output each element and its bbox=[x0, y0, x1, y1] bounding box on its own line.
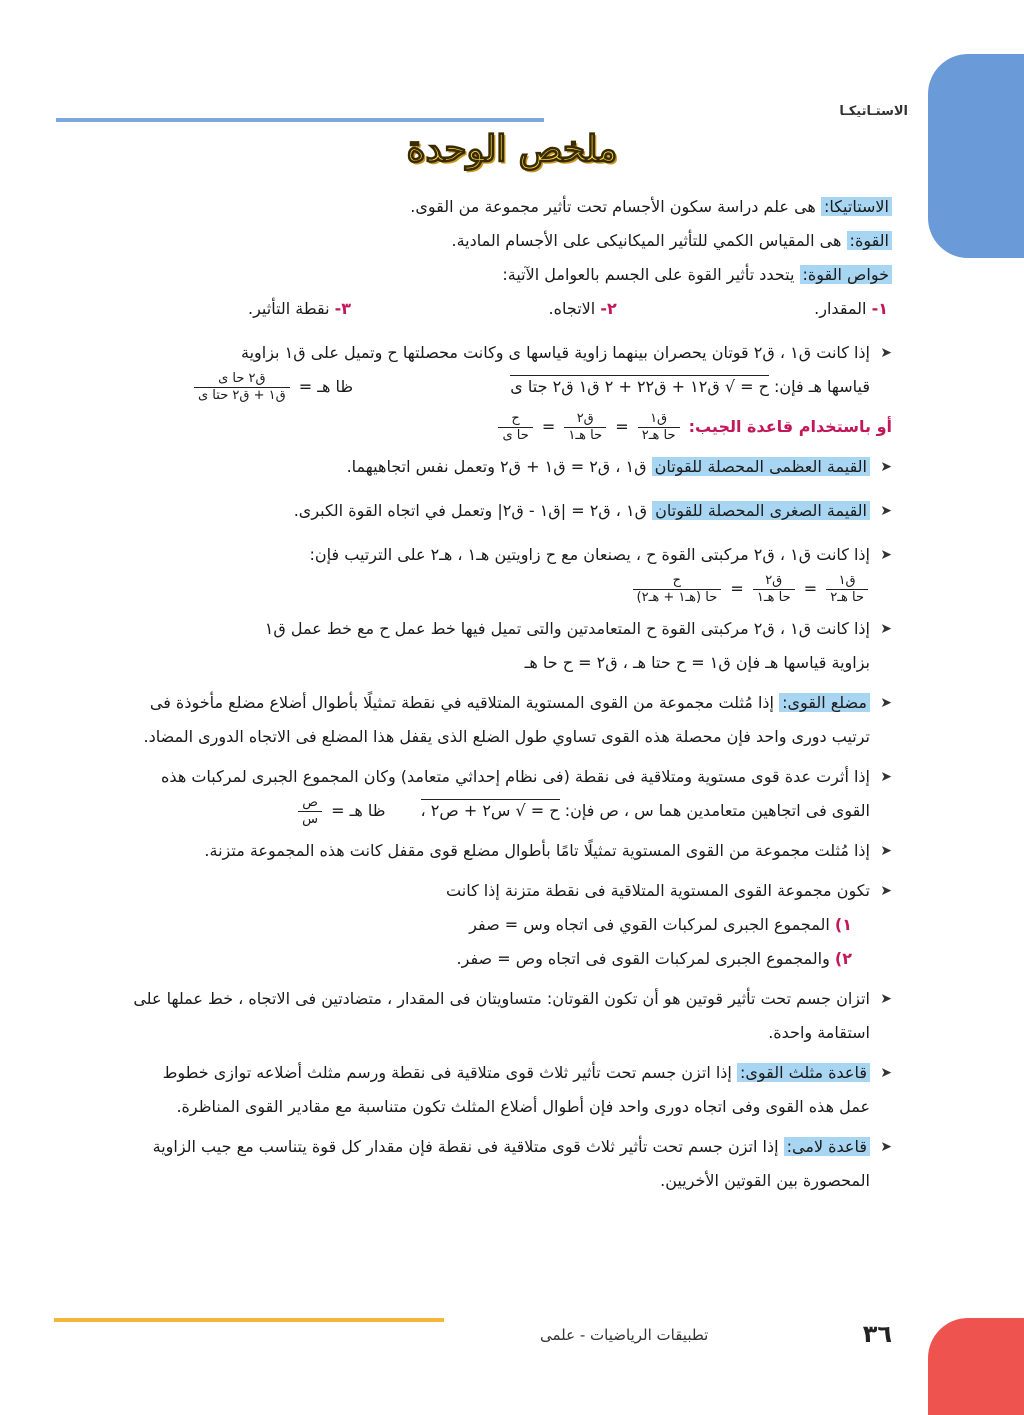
min-resultant: ➤ القيمة الصغرى المحصلة للقوتان ق١ ، ق٢ = |ق١ - ق٢| وتعمل في اتجاه القوة الكبرى. bbox=[130, 494, 892, 528]
coplanar-line-1: ➤ إذا أثرت عدة قوى مستوية ومتلاقية فى نقطة (فى نظام إحداثي متعامد) وكان المجموع الجبرى لمركبات هذه bbox=[130, 760, 892, 794]
header-rule bbox=[56, 118, 544, 122]
book-title: تطبيقات الرياضيات - علمى bbox=[540, 1326, 709, 1344]
sine-rule: أو باستخدام قاعدة الجيب: $\frac{\text{ق١}}{\text{حا هـ٢}}$ = $\frac{\text{ق٢}}{\text{حا هـ١}}$ = $\frac{\text{ح}}{\text{حا ى}}$ bbox=[130, 410, 892, 444]
property-item: ٣- نقطة التأثير. bbox=[248, 299, 352, 318]
property-item: ١- المقدار. bbox=[814, 299, 888, 318]
properties-list bbox=[248, 292, 892, 326]
coplanar-tan-fraction: $\frac{\text{ص}}{\text{س}}$ bbox=[298, 795, 322, 828]
components-line: ➤ إذا كانت ق١ ، ق٢ مركبتى القوة ح ، يصنعان مع ح زاويتين هـ١ ، هـ٢ على الترتيب فإن: bbox=[130, 538, 892, 572]
closed-polygon: ➤ إذا مُثلت مجموعة من القوى المستوية تمثيلًا تامًا بأطوال مضلع قوى مقفل كانت هذه المجموعة متزنة. bbox=[130, 834, 892, 868]
statics-text: هى علم دراسة سكون الأجسام تحت تأثير مجموعة من القوى. bbox=[410, 197, 816, 216]
chapter-tab bbox=[928, 54, 1024, 258]
force-definition bbox=[130, 224, 892, 258]
force-term: القوة: bbox=[847, 231, 892, 250]
two-forces-equilibrium: ➤ اتزان جسم تحت تأثير قوتين هو أن تكون القوتان: متساويتان فى المقدار ، متضادتين فى الاتجاه ، خط عملها على استقامة واحدة. bbox=[130, 982, 892, 1050]
perpendicular-line-2: بزاوية قياسها هـ فإن ق١ = ح حتا هـ ، ق٢ = ح حا هـ bbox=[524, 653, 870, 672]
sine-fraction-1: $\frac{\text{ق١}}{\text{حا هـ٢}}$ bbox=[638, 411, 680, 444]
comp-fraction-3: $\frac{\text{ح}}{\text{حا (هـ١ + هـ٢)}}$ bbox=[633, 573, 722, 606]
page-number: ٣٦ bbox=[862, 1320, 892, 1348]
force-text: هى المقياس الكمي للتأثير الميكانيكى على الأجسام المادية. bbox=[451, 231, 842, 250]
sine-fraction-3: $\frac{\text{ح}}{\text{حا ى}}$ bbox=[498, 411, 532, 444]
resultant-formula: ح = √ ق١٢ + ق٢٢ + ٢ ق١ ق٢ جتا ى bbox=[510, 377, 769, 396]
unit-label: الاستـاتيكـا bbox=[839, 104, 908, 119]
triangle-rule: ➤ قاعدة مثلث القوى: إذا اتزن جسم تحت تأثير ثلاث قوى متلاقية فى نقطة ورسم مثلث أضلاعه توازى خطوط عمل هذه القوى وفى اتجاه دورى واحد فإن أطوال أضلاع المثلث تكون متناسبة مع مقادير القوى المناظرة. bbox=[130, 1056, 892, 1124]
perpendicular-line-1: ➤ إذا كانت ق١ ، ق٢ مركبتى القوة ح المتعامدتين والتى تميل فيها خط عمل ح مع خط عمل ق١ bbox=[130, 612, 892, 646]
coplanar-formula: ح = √ س٢ + ص٢ ، bbox=[420, 801, 560, 820]
sine-fraction-2: $\frac{\text{ق٢}}{\text{حا هـ١}}$ bbox=[564, 411, 606, 444]
comp-fraction-1: $\frac{\text{ق١}}{\text{حا هـ٢}}$ bbox=[826, 573, 868, 606]
resultant-prefix: قياسها هـ فإن: bbox=[774, 377, 870, 396]
page-title: ملخص الوحدة bbox=[406, 128, 618, 170]
equilibrium-condition-2: ٢) والمجموع الجبرى لمركبات القوى فى اتجاه وص = صفر. bbox=[456, 949, 852, 968]
force-polygon: ➤ مضلع القوى: إذا مُثلت مجموعة من القوى المستوية المتلاقيه في نقطة تمثيلًا بأطوال أضلاع مضلع مأخوذة فى ترتيب دورى واحد فإن محصلة هذه القوى تساوي طول الضلع الذى يقفل هذا المضلع فى الاتجاه الدورى المضاد. bbox=[130, 686, 892, 754]
equilibrium-intro: ➤ تكون مجموعة القوى المستوية المتلاقية فى نقطة متزنة إذا كانت bbox=[130, 874, 892, 908]
props-term: خواص القوة: bbox=[800, 265, 892, 284]
resultant-formulas bbox=[130, 370, 892, 404]
footer-tab bbox=[928, 1318, 1024, 1415]
footer-rule bbox=[54, 1318, 444, 1322]
coplanar-line-2: القوى فى اتجاهين متعامدين هما س ، ص فإن: ح = √ س٢ + ص٢ ، ظا هـ = $\frac{\text{ص}}{\text{س}}$ bbox=[130, 794, 892, 828]
tan-label: ظا هـ = bbox=[298, 377, 354, 396]
props-text: يتحدد تأثير القوة على الجسم بالعوامل الآتية: bbox=[502, 265, 795, 284]
equilibrium-condition-1: ١) المجموع الجبرى لمركبات القوي فى اتجاه وس = صفر bbox=[469, 915, 852, 934]
summary-content bbox=[130, 190, 892, 1198]
components-formula: $\frac{\text{ق١}}{\text{حا هـ٢}}$ = $\frac{\text{ق٢}}{\text{حا هـ١}}$ = $\frac{\text{ح}}{\text{حا (هـ١ + هـ٢)}}$ bbox=[130, 572, 892, 606]
comp-fraction-2: $\frac{\text{ق٢}}{\text{حا هـ١}}$ bbox=[753, 573, 795, 606]
property-item: ٢- الاتجاه. bbox=[548, 299, 617, 318]
tan-fraction: $\frac{\text{ق٢ حا ى}}{\text{ق١ + ق٢ حتا ى}}$ bbox=[194, 371, 290, 404]
sine-rule-label: أو باستخدام قاعدة الجيب: bbox=[688, 417, 892, 436]
statics-term: الاستاتيكا: bbox=[821, 197, 892, 216]
lami-rule: ➤ قاعدة لامى: إذا اتزن جسم تحت تأثير ثلاث قوى متلاقية فى نقطة فإن مقدار كل قوة يتناسب مع جيب الزاوية المحصورة بين القوتين الأخريين. bbox=[130, 1130, 892, 1198]
resultant-line-1: ➤ إذا كانت ق١ ، ق٢ قوتان يحصران بينهما زاوية قياسها ى وكانت محصلتها ح وتميل على ق١ بزاوية bbox=[130, 336, 892, 370]
statics-definition bbox=[130, 190, 892, 224]
force-properties bbox=[130, 258, 892, 292]
max-resultant: ➤ القيمة العظمى المحصلة للقوتان ق١ ، ق٢ = ق١ + ق٢ وتعمل نفس اتجاهيهما. bbox=[130, 450, 892, 484]
